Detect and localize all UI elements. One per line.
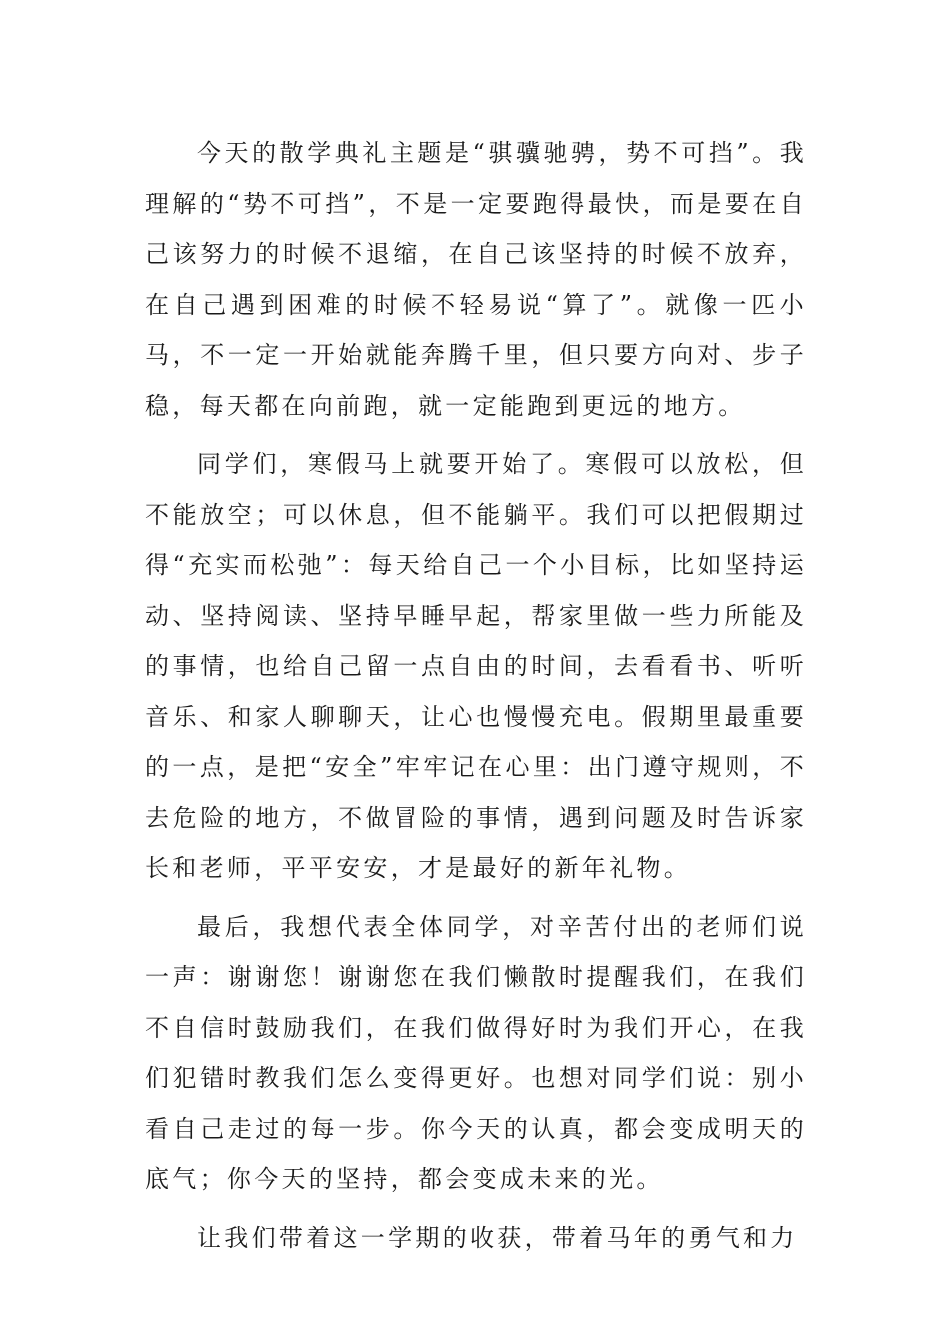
paragraph-2: 同学们，寒假马上就要开始了。寒假可以放松，但不能放空；可以休息，但不能躺平。我们可以把假期过得“充实而松弛”：每天给自己一个小目标，比如坚持运动、坚持阅读、坚持早睡早起，帮家里做一些力所能及的事情，也给自己留一点自由的时间，去看看书、听听音乐、和家人聊聊天，让心也慢慢充电。假期里最重要的一点，是把“安全”牢牢记在心里：出门遵守规则，不去危险的地方，不做冒险的事情，遇到问题及时告诉家长和老师，平平安安，才是最好的新年礼物。 xyxy=(145,450,807,882)
paragraph-1: 今天的散学典礼主题是“骐骥驰骋，势不可挡”。我理解的“势不可挡”，不是一定要跑得最快，而是要在自己该努力的时候不退缩，在自己该坚持的时候不放弃，在自己遇到困难的时候不轻易说“算了”。就像一匹小马，不一定一开始就能奔腾千里，但只要方向对、步子稳，每天都在向前跑，就一定能跑到更远的地方。 xyxy=(145,139,807,420)
document-page xyxy=(145,128,807,1271)
paragraph-3: 最后，我想代表全体同学，对辛苦付出的老师们说一声：谢谢您！谢谢您在我们懒散时提醒我们，在我们不自信时鼓励我们，在我们做得好时为我们开心，在我们犯错时教我们怎么变得更好。也想对同学们说：别小看自己走过的每一步。你今天的认真，都会变成明天的底气；你今天的坚持，都会变成未来的光。 xyxy=(145,912,807,1193)
paragraph-4: 让我们带着这一学期的收获，带着马年的勇气和力 xyxy=(197,1223,798,1252)
